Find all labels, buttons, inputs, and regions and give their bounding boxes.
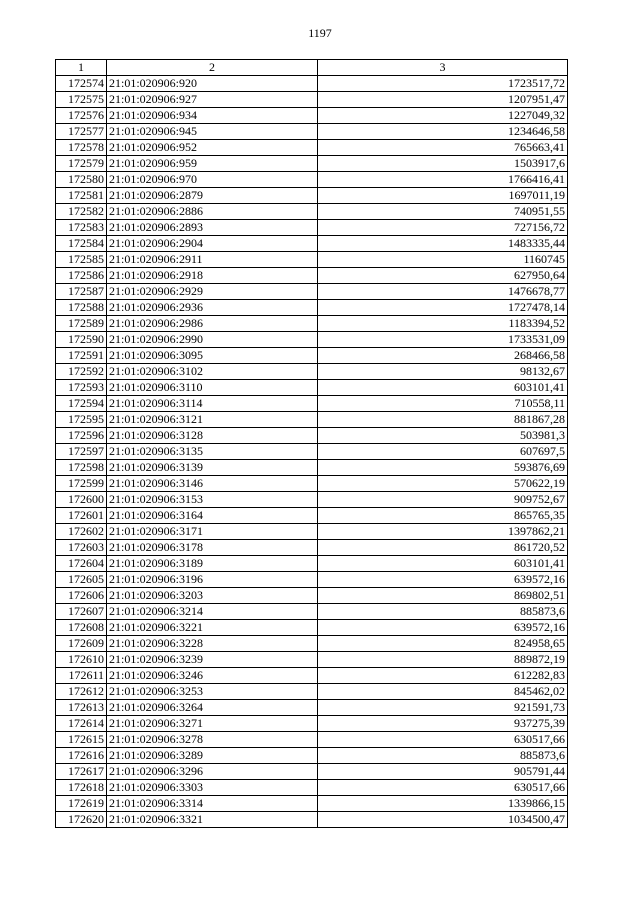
value-cell: 905791,44 — [318, 764, 568, 780]
table-row — [56, 492, 568, 508]
table-row — [56, 524, 568, 540]
registry-table — [55, 59, 568, 828]
value-cell: 1183394,52 — [318, 316, 568, 332]
row-number-cell: 172589 — [56, 316, 107, 332]
cadastral-number-cell: 21:01:020906:927 — [107, 92, 318, 108]
row-number-cell: 172582 — [56, 204, 107, 220]
column-header-1: 1 — [56, 60, 107, 76]
table-row — [56, 124, 568, 140]
value-cell: 921591,73 — [318, 700, 568, 716]
cadastral-number-cell: 21:01:020906:3228 — [107, 636, 318, 652]
cadastral-number-cell: 21:01:020906:2904 — [107, 236, 318, 252]
cadastral-number-cell: 21:01:020906:3214 — [107, 604, 318, 620]
value-cell: 1207951,47 — [318, 92, 568, 108]
table-row — [56, 364, 568, 380]
row-number-cell: 172609 — [56, 636, 107, 652]
value-cell: 570622,19 — [318, 476, 568, 492]
row-number-cell: 172612 — [56, 684, 107, 700]
value-cell: 885873,6 — [318, 604, 568, 620]
value-cell: 824958,65 — [318, 636, 568, 652]
table-row — [56, 380, 568, 396]
cadastral-number-cell: 21:01:020906:3110 — [107, 380, 318, 396]
cadastral-number-cell: 21:01:020906:3095 — [107, 348, 318, 364]
value-cell: 1476678,77 — [318, 284, 568, 300]
row-number-cell: 172610 — [56, 652, 107, 668]
cadastral-number-cell: 21:01:020906:3264 — [107, 700, 318, 716]
table-row — [56, 332, 568, 348]
cadastral-number-cell: 21:01:020906:3271 — [107, 716, 318, 732]
cadastral-number-cell: 21:01:020906:3164 — [107, 508, 318, 524]
cadastral-number-cell: 21:01:020906:959 — [107, 156, 318, 172]
table-row — [56, 444, 568, 460]
row-number-cell: 172613 — [56, 700, 107, 716]
table-row — [56, 220, 568, 236]
cadastral-number-cell: 21:01:020906:3121 — [107, 412, 318, 428]
table-row — [56, 780, 568, 796]
row-number-cell: 172605 — [56, 572, 107, 588]
table-row — [56, 284, 568, 300]
cadastral-number-cell: 21:01:020906:952 — [107, 140, 318, 156]
table-row — [56, 348, 568, 364]
table-row — [56, 812, 568, 828]
table-row — [56, 460, 568, 476]
value-cell: 603101,41 — [318, 380, 568, 396]
table-row — [56, 188, 568, 204]
row-number-cell: 172607 — [56, 604, 107, 620]
value-cell: 861720,52 — [318, 540, 568, 556]
table-row — [56, 588, 568, 604]
value-cell: 268466,58 — [318, 348, 568, 364]
row-number-cell: 172585 — [56, 252, 107, 268]
cadastral-number-cell: 21:01:020906:3253 — [107, 684, 318, 700]
value-cell: 630517,66 — [318, 732, 568, 748]
row-number-cell: 172604 — [56, 556, 107, 572]
cadastral-number-cell: 21:01:020906:934 — [107, 108, 318, 124]
table-row — [56, 156, 568, 172]
value-cell: 1503917,6 — [318, 156, 568, 172]
table-row — [56, 636, 568, 652]
cadastral-number-cell: 21:01:020906:2929 — [107, 284, 318, 300]
row-number-cell: 172594 — [56, 396, 107, 412]
value-cell: 740951,55 — [318, 204, 568, 220]
cadastral-number-cell: 21:01:020906:3139 — [107, 460, 318, 476]
row-number-cell: 172576 — [56, 108, 107, 124]
row-number-cell: 172601 — [56, 508, 107, 524]
table-row — [56, 204, 568, 220]
cadastral-number-cell: 21:01:020906:970 — [107, 172, 318, 188]
cadastral-number-cell: 21:01:020906:2911 — [107, 252, 318, 268]
table-row — [56, 540, 568, 556]
cadastral-number-cell: 21:01:020906:2986 — [107, 316, 318, 332]
cadastral-number-cell: 21:01:020906:945 — [107, 124, 318, 140]
cadastral-number-cell: 21:01:020906:2879 — [107, 188, 318, 204]
value-cell: 627950,64 — [318, 268, 568, 284]
cadastral-number-cell: 21:01:020906:3278 — [107, 732, 318, 748]
value-cell: 1697011,19 — [318, 188, 568, 204]
row-number-cell: 172590 — [56, 332, 107, 348]
table-body — [56, 76, 568, 828]
value-cell: 1227049,32 — [318, 108, 568, 124]
value-cell: 710558,11 — [318, 396, 568, 412]
cadastral-number-cell: 21:01:020906:920 — [107, 76, 318, 92]
table-row — [56, 668, 568, 684]
cadastral-number-cell: 21:01:020906:3189 — [107, 556, 318, 572]
value-cell: 1766416,41 — [318, 172, 568, 188]
table-row — [56, 300, 568, 316]
page-number: 1197 — [308, 26, 332, 40]
value-cell: 639572,16 — [318, 572, 568, 588]
value-cell: 869802,51 — [318, 588, 568, 604]
table-row — [56, 604, 568, 620]
row-number-cell: 172591 — [56, 348, 107, 364]
cadastral-number-cell: 21:01:020906:3239 — [107, 652, 318, 668]
cadastral-number-cell: 21:01:020906:3178 — [107, 540, 318, 556]
table-row — [56, 732, 568, 748]
table-row — [56, 412, 568, 428]
row-number-cell: 172587 — [56, 284, 107, 300]
value-cell: 845462,02 — [318, 684, 568, 700]
value-cell: 1397862,21 — [318, 524, 568, 540]
table-row — [56, 748, 568, 764]
value-cell: 937275,39 — [318, 716, 568, 732]
table-row — [56, 764, 568, 780]
value-cell: 881867,28 — [318, 412, 568, 428]
row-number-cell: 172574 — [56, 76, 107, 92]
value-cell: 98132,67 — [318, 364, 568, 380]
cadastral-number-cell: 21:01:020906:3135 — [107, 444, 318, 460]
row-number-cell: 172588 — [56, 300, 107, 316]
row-number-cell: 172619 — [56, 796, 107, 812]
value-cell: 727156,72 — [318, 220, 568, 236]
table-header-row — [56, 60, 568, 76]
cadastral-number-cell: 21:01:020906:3128 — [107, 428, 318, 444]
value-cell: 1034500,47 — [318, 812, 568, 828]
cadastral-number-cell: 21:01:020906:3314 — [107, 796, 318, 812]
value-cell: 1339866,15 — [318, 796, 568, 812]
table-row — [56, 268, 568, 284]
cadastral-number-cell: 21:01:020906:3321 — [107, 812, 318, 828]
row-number-cell: 172618 — [56, 780, 107, 796]
cadastral-number-cell: 21:01:020906:2918 — [107, 268, 318, 284]
row-number-cell: 172603 — [56, 540, 107, 556]
cadastral-number-cell: 21:01:020906:3303 — [107, 780, 318, 796]
value-cell: 1723517,72 — [318, 76, 568, 92]
table-row — [56, 684, 568, 700]
value-cell: 612282,83 — [318, 668, 568, 684]
cadastral-number-cell: 21:01:020906:2893 — [107, 220, 318, 236]
cadastral-number-cell: 21:01:020906:3221 — [107, 620, 318, 636]
cadastral-number-cell: 21:01:020906:3196 — [107, 572, 318, 588]
row-number-cell: 172596 — [56, 428, 107, 444]
value-cell: 593876,69 — [318, 460, 568, 476]
cadastral-number-cell: 21:01:020906:3171 — [107, 524, 318, 540]
column-header-3: 3 — [318, 60, 568, 76]
value-cell: 1483335,44 — [318, 236, 568, 252]
cadastral-number-cell: 21:01:020906:3153 — [107, 492, 318, 508]
row-number-cell: 172595 — [56, 412, 107, 428]
table-row — [56, 92, 568, 108]
row-number-cell: 172575 — [56, 92, 107, 108]
row-number-cell: 172620 — [56, 812, 107, 828]
row-number-cell: 172581 — [56, 188, 107, 204]
row-number-cell: 172598 — [56, 460, 107, 476]
row-number-cell: 172580 — [56, 172, 107, 188]
table-row — [56, 108, 568, 124]
table-row — [56, 252, 568, 268]
table-row — [56, 556, 568, 572]
row-number-cell: 172586 — [56, 268, 107, 284]
value-cell: 1727478,14 — [318, 300, 568, 316]
row-number-cell: 172583 — [56, 220, 107, 236]
cadastral-number-cell: 21:01:020906:3114 — [107, 396, 318, 412]
row-number-cell: 172578 — [56, 140, 107, 156]
cadastral-number-cell: 21:01:020906:3203 — [107, 588, 318, 604]
cadastral-number-cell: 21:01:020906:2936 — [107, 300, 318, 316]
row-number-cell: 172615 — [56, 732, 107, 748]
value-cell: 885873,6 — [318, 748, 568, 764]
row-number-cell: 172608 — [56, 620, 107, 636]
value-cell: 630517,66 — [318, 780, 568, 796]
table-row — [56, 716, 568, 732]
table-row — [56, 796, 568, 812]
table-row — [56, 76, 568, 92]
value-cell: 1234646,58 — [318, 124, 568, 140]
row-number-cell: 172611 — [56, 668, 107, 684]
value-cell: 639572,16 — [318, 620, 568, 636]
value-cell: 909752,67 — [318, 492, 568, 508]
row-number-cell: 172577 — [56, 124, 107, 140]
cadastral-number-cell: 21:01:020906:3146 — [107, 476, 318, 492]
cadastral-number-cell: 21:01:020906:2990 — [107, 332, 318, 348]
row-number-cell: 172616 — [56, 748, 107, 764]
value-cell: 607697,5 — [318, 444, 568, 460]
row-number-cell: 172584 — [56, 236, 107, 252]
cadastral-number-cell: 21:01:020906:3102 — [107, 364, 318, 380]
row-number-cell: 172592 — [56, 364, 107, 380]
cadastral-number-cell: 21:01:020906:3246 — [107, 668, 318, 684]
cadastral-number-cell: 21:01:020906:3296 — [107, 764, 318, 780]
cadastral-number-cell: 21:01:020906:3289 — [107, 748, 318, 764]
table-row — [56, 236, 568, 252]
table-row — [56, 508, 568, 524]
table-row — [56, 652, 568, 668]
table-row — [56, 620, 568, 636]
row-number-cell: 172593 — [56, 380, 107, 396]
table-row — [56, 140, 568, 156]
value-cell: 889872,19 — [318, 652, 568, 668]
row-number-cell: 172617 — [56, 764, 107, 780]
table-row — [56, 428, 568, 444]
table-row — [56, 396, 568, 412]
value-cell: 503981,3 — [318, 428, 568, 444]
row-number-cell: 172599 — [56, 476, 107, 492]
table-row — [56, 572, 568, 588]
row-number-cell: 172600 — [56, 492, 107, 508]
column-header-2: 2 — [107, 60, 318, 76]
table-row — [56, 172, 568, 188]
table-row — [56, 700, 568, 716]
value-cell: 603101,41 — [318, 556, 568, 572]
value-cell: 765663,41 — [318, 140, 568, 156]
cadastral-number-cell: 21:01:020906:2886 — [107, 204, 318, 220]
row-number-cell: 172597 — [56, 444, 107, 460]
row-number-cell: 172606 — [56, 588, 107, 604]
row-number-cell: 172579 — [56, 156, 107, 172]
table-row — [56, 316, 568, 332]
value-cell: 865765,35 — [318, 508, 568, 524]
value-cell: 1160745 — [318, 252, 568, 268]
row-number-cell: 172602 — [56, 524, 107, 540]
row-number-cell: 172614 — [56, 716, 107, 732]
table-row — [56, 476, 568, 492]
value-cell: 1733531,09 — [318, 332, 568, 348]
